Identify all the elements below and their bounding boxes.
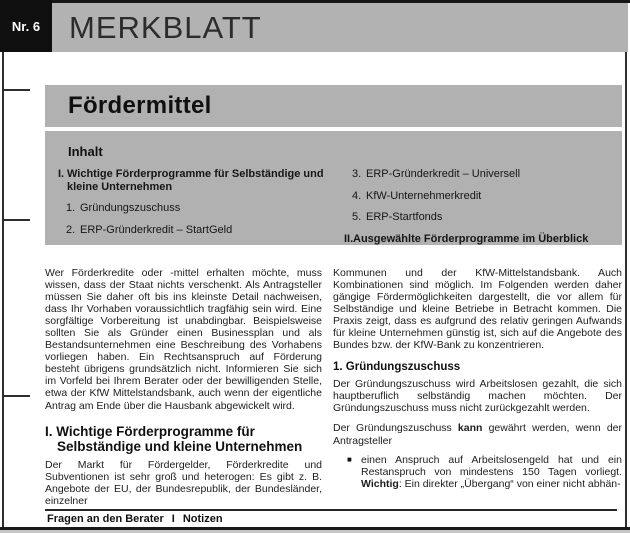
section-heading-line1: I. Wichtige Förderprogramme für (45, 423, 255, 439)
toc-item-label: KfW-Unternehmerkredit (366, 189, 482, 202)
section-heading-1 (45, 424, 322, 455)
paragraph-zuschuss-bedingung (333, 422, 622, 446)
toc-item-number: 4. (352, 189, 362, 202)
toc-item-label: Wichtige Förderprogramme für Selbständige und kleine Unternehmen (67, 168, 324, 193)
footer-label-left: Fragen an den Berater (47, 513, 164, 525)
footer-rule (45, 509, 617, 511)
square-bullet-icon: ■ (347, 454, 352, 464)
text-run-bold: Wichtig (361, 477, 399, 490)
toc-item-number: 5. (352, 211, 362, 223)
toc-item (352, 190, 622, 203)
footer-label-right: Notizen (182, 513, 223, 525)
text-run: einen Anspruch auf Arbeitslosengeld hat und ein Restanspruch von mindestens 150 Tagen vorliegt. (361, 453, 622, 478)
toc-item-label: Gründungszuschuss (80, 202, 181, 214)
footer-separator: I (171, 513, 175, 525)
toc-column-right (331, 168, 622, 254)
fold-mark-bottom (2, 395, 30, 397)
footer-label (47, 513, 223, 525)
toc-item (66, 202, 331, 215)
toc-item (352, 168, 622, 181)
toc-item (344, 233, 622, 246)
text-run: gewährt werden, wenn der Antragsteller (333, 422, 622, 447)
paragraph-market: Der Markt für Fördergelder, Förderkredite und Subventionen ist sehr groß und heterogen: Es gibt z. B. Angebote der EU, der Bundesrepublik, der Bundesländer, einzelner (45, 458, 322, 507)
issue-number-label: Nr. 6 (11, 18, 41, 34)
toc-item-label: ERP-Gründerkredit – StartGeld (80, 223, 233, 236)
paragraph-zuschuss-info: Der Gründungszuschuss wird Arbeitslosen gezahlt, die sich hauptberuflich selbständig machen möchten. Der Gründungszuschuss muss nicht zurückgezahlt werden. (333, 378, 622, 415)
bullet-item-text (361, 454, 622, 490)
masthead-bar (52, 3, 628, 52)
toc-columns (45, 168, 622, 254)
toc-item-number: I. (58, 168, 65, 180)
toc-box (45, 131, 622, 245)
body-column-right (333, 267, 622, 507)
paragraph-kombinationen: Kommunen und der KfW-Mittelstandsbank. Auch Kombinationen sind möglich. Im Folgenden werden daher gängige Fördermöglichkeiten dargestellt, die vor allem für Selbständige und kleine Betriebe in Betracht kommen. Die Praxis zeigt, dass es aufgrund des relativ geringen Aufwands für kleine Unternehmen günstig ist, sich auf die Angebote des Bundes bzw. der KfW-Bank zu konzentrieren. (333, 267, 622, 352)
text-run: : Ein direkter „Übergang“ von einer nicht abhän- (398, 477, 621, 490)
bullet-item (333, 454, 622, 490)
text-run-bold: kann (457, 422, 483, 435)
masthead-title: MERKBLATT (69, 10, 262, 45)
document-title-box (45, 85, 622, 127)
body-text-area (45, 267, 622, 507)
issue-number-box (0, 0, 52, 52)
fold-mark-middle (2, 219, 30, 221)
fold-mark-top (2, 89, 30, 91)
toc-item-label: ERP-Startfonds (366, 211, 443, 223)
page-border-right (625, 52, 627, 530)
toc-column-left (45, 168, 331, 254)
toc-item-number: II. (344, 232, 354, 245)
toc-heading: Inhalt (68, 144, 103, 159)
text-run: Der Gründungszuschuss (333, 422, 458, 435)
paragraph-intro: Wer Förderkredite oder -mittel erhalten möchte, muss wissen, dass der Staat nichts verschenkt. Als Antragsteller müssen Sie daher oft bis ins kleinste Detail nachweisen, dass Ihr Vorhaben voraussichtlich tragfähig sein wird. Eine sorgfältige Vorbereitung ist unabdingbar. Beispielsweise sollten Sie als Gründer einen Businessplan und als Bestandsunternehmen eine Beschreibung des Vorhabens vorliegen haben. Ein Rechtsanspruch auf Förderung besteht übrigens grundsätzlich nicht. Informieren Sie sich im Vorfeld bei Ihrem Berater oder der bewilligenden Stelle, etwa der KfW Mittelstandsbank, auch wenn der eigentliche Antrag am Ende über die Hausbank abgewickelt wird. (45, 267, 322, 412)
body-column-left (45, 267, 322, 507)
subsection-heading-gruendungszuschuss: 1. Gründungszuschuss (333, 361, 461, 374)
page-border-left (2, 52, 4, 530)
toc-item (352, 211, 622, 224)
toc-item-number: 2. (66, 223, 76, 236)
toc-item-number: 1. (66, 202, 76, 214)
toc-item-number: 3. (352, 168, 362, 180)
section-heading-line2: Selbständige und kleine Unternehmen (57, 439, 303, 455)
toc-item (58, 168, 331, 193)
document-title: Fördermittel (68, 92, 212, 119)
toc-item (66, 224, 331, 237)
toc-item-label: ERP-Gründerkredit – Universell (366, 168, 521, 180)
toc-item-label: Ausgewählte Förderprogramme im Überblick (353, 232, 589, 245)
